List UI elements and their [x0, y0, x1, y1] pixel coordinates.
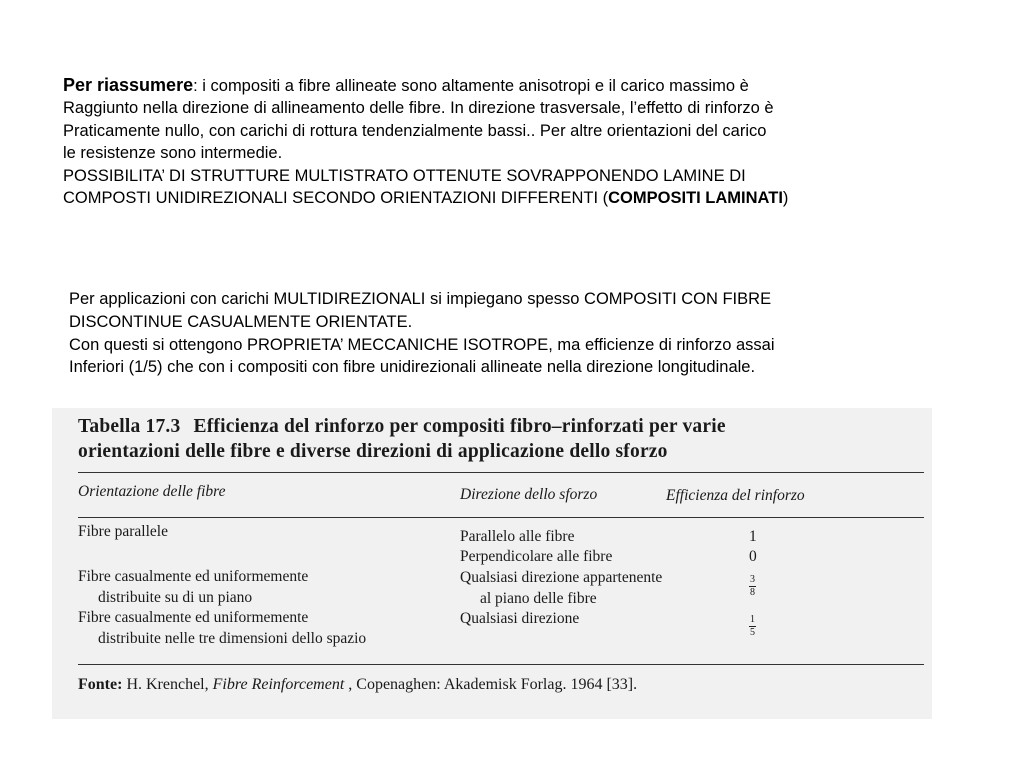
table-bottom-rule — [78, 664, 924, 665]
table-caption-line-1: Efficienza del rinforzo per compositi fibro–rinforzati per varie — [193, 416, 726, 437]
row2-direction — [460, 568, 662, 609]
row2-orientation — [78, 567, 308, 608]
source-author: H. Krenchel, — [126, 676, 209, 693]
row2-efficiency-numerator: 3 — [750, 574, 755, 585]
summary-line-6 — [63, 187, 983, 209]
table-caption — [78, 414, 918, 464]
header-direction: Direzione dello sforzo — [460, 486, 598, 503]
applications-paragraph — [69, 288, 969, 379]
row1-orientation: Fibre parallele — [78, 523, 168, 540]
summary-line-6-pre: COMPOSTI UNIDIREZIONALI SECONDO ORIENTAZIONI DIFFERENTI ( — [63, 189, 609, 208]
source-label: Fonte: — [78, 676, 123, 693]
row3-efficiency-denominator: 5 — [750, 627, 755, 638]
row2-efficiency-fraction — [749, 575, 756, 598]
table-scan-image — [52, 408, 932, 719]
summary-line-1-text: : i compositi a fibre allineate sono altamente anisotropi e il carico massimo è — [193, 77, 749, 95]
summary-line-3: Praticamente nullo, con carichi di rottura tendenzialmente bassi.. Per altre orientazioni del carico — [63, 121, 767, 140]
summary-line-5: POSSIBILITA’ DI STRUTTURE MULTISTRATO OTTENUTE SOVRAPPONENDO LAMINE DI — [63, 166, 746, 185]
row3-orientation — [78, 608, 366, 649]
header-orientation: Orientazione delle fibre — [78, 483, 226, 500]
summary-line-1 — [63, 74, 983, 97]
laminated-composites-term: COMPOSITI LAMINATI — [608, 189, 783, 208]
row3-orientation-line-2: distribuite nelle tre dimensioni dello spazio — [98, 629, 367, 647]
table-number: Tabella 17.3 — [78, 416, 181, 437]
header-efficiency: Efficienza del rinforzo — [666, 487, 805, 504]
row2-direction-line-1: Qualsiasi direzione appartenente — [460, 569, 663, 586]
row1-efficiency-a: 1 — [749, 528, 757, 545]
source-publisher: , Copenaghen: Akademisk Forlag. 1964 [33]. — [348, 676, 638, 693]
summary-line-6-post: ) — [782, 189, 789, 208]
summary-paragraph — [63, 74, 983, 209]
table-top-rule — [78, 472, 924, 473]
applications-line-2: DISCONTINUE CASUALMENTE ORIENTATE. — [69, 312, 413, 331]
row2-efficiency — [749, 568, 756, 598]
row3-orientation-line-1: Fibre casualmente ed uniformemente — [78, 609, 309, 626]
summary-line-2: Raggiunto nella direzione di allineamento delle fibre. In direzione trasversale, l’effetto di rinforzo è — [63, 99, 774, 118]
table-source — [78, 676, 637, 694]
row1-efficiency-b: 0 — [749, 548, 757, 565]
row3-efficiency-fraction — [749, 615, 756, 638]
table-caption-line-2: orientazioni delle fibre e diverse direzioni di applicazione dello sforzo — [78, 441, 668, 462]
applications-line-3: Con questi si ottengono PROPRIETA’ MECCANICHE ISOTROPE, ma efficienze di rinforzo assai — [69, 335, 775, 354]
row2-orientation-line-2: distribuite su di un piano — [98, 588, 253, 606]
row3-efficiency-numerator: 1 — [750, 614, 755, 625]
summary-lead: Per riassumere — [63, 75, 194, 95]
applications-line-1: Per applicazioni con carichi MULTIDIREZIONALI si impiegano spesso COMPOSITI CON FIBRE — [69, 290, 772, 308]
row2-orientation-line-1: Fibre casualmente ed uniformemente — [78, 568, 309, 585]
row2-efficiency-denominator: 8 — [750, 587, 755, 598]
row2-direction-line-2: al piano delle fibre — [480, 589, 597, 607]
row3-efficiency — [749, 608, 756, 638]
applications-line-4: Inferiori (1/5) che con i compositi con fibre unidirezionali allineate nella direzione longitudinale. — [69, 358, 756, 377]
row3-direction: Qualsiasi direzione — [460, 610, 580, 627]
summary-line-4: le resistenze sono intermedie. — [63, 144, 283, 163]
row1-direction-a: Parallelo alle fibre — [460, 528, 575, 545]
source-title: Fibre Reinforcement — [212, 676, 345, 693]
row1-direction-b: Perpendicolare alle fibre — [460, 548, 613, 565]
table-header-rule — [78, 517, 924, 518]
